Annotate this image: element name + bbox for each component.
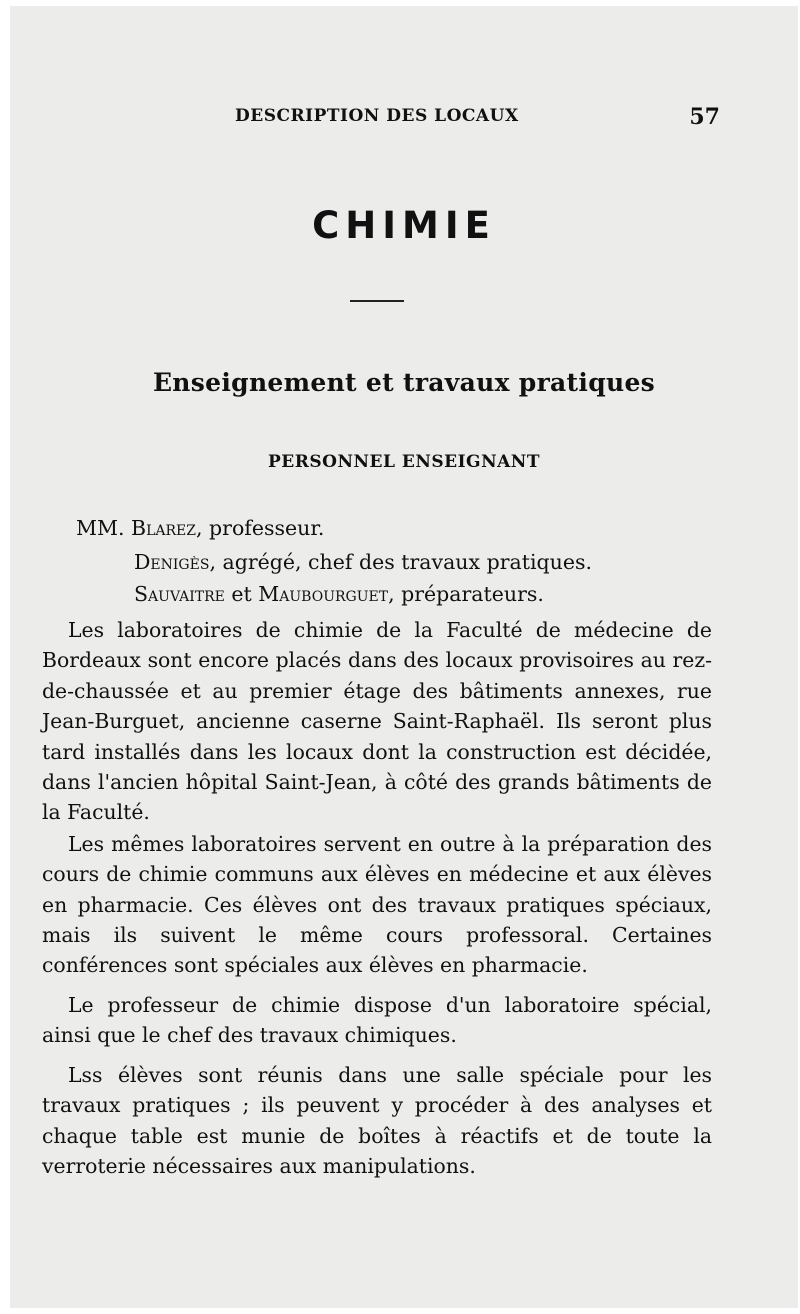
staff-role: , professeur.	[195, 516, 325, 540]
staff-line-2	[134, 550, 798, 574]
chapter-title: CHIMIE	[312, 204, 496, 247]
staff-role: , préparateurs.	[388, 582, 544, 606]
paragraph-3: Le professeur de chimie dispose d'un laboratoire spécial, ainsi que le chef des travaux chimiques.	[42, 992, 712, 1048]
running-title: DESCRIPTION DES LOCAUX	[235, 106, 519, 126]
staff-name: Sauvaitre	[134, 582, 225, 606]
section-title: Enseignement et travaux pratiques	[152, 368, 656, 397]
paragraph-1: Les laboratoires de chimie de la Faculté de médecine de Bordeaux sont encore placés dans des locaux provisoires au rez-de-chaussée et au premier étage des bâtiments annexes, rue Jean-Burguet, ancienne caserne Saint-Raphaël. Ils seront plus tard installés dans les locaux dont la construction est décidée, dans l'ancien hôpital Saint-Jean, à côté des grands bâtiments de la Faculté.	[42, 618, 712, 825]
staff-name: Denigès	[134, 550, 210, 574]
staff-prefix: MM.	[76, 516, 132, 540]
subheading: PERSONNEL ENSEIGNANT	[268, 452, 540, 472]
staff-name-2: Maubourguet	[258, 582, 389, 606]
staff-role: , agrégé, chef des travaux pratiques.	[209, 550, 593, 574]
staff-conjunction: et	[224, 582, 259, 606]
page-number: 57	[689, 104, 720, 130]
paragraph-2: Les mêmes laboratoires servent en outre à la préparation des cours de chimie communs aux élèves en médecine et aux élèves en pharmacie. Ces élèves ont des travaux pratiques spéciaux, mais ils suivent le même cours professoral. Certaines conférences sont spéciales aux élèves en pharmacie.	[42, 831, 712, 978]
divider-rule	[350, 300, 404, 302]
body-text	[42, 615, 712, 1181]
staff-line-3	[134, 582, 798, 606]
staff-name: Blarez	[131, 516, 196, 540]
paragraph-4: Lss élèves sont réunis dans une salle spéciale pour les travaux pratiques ; ils peuvent y procéder à des analyses et chaque table est munie de boîtes à réactifs et de toute la verroterie nécessaires aux manipulations.	[42, 1062, 712, 1178]
staff-line-1	[76, 516, 798, 540]
document-page	[10, 6, 798, 1308]
running-header	[10, 106, 798, 136]
